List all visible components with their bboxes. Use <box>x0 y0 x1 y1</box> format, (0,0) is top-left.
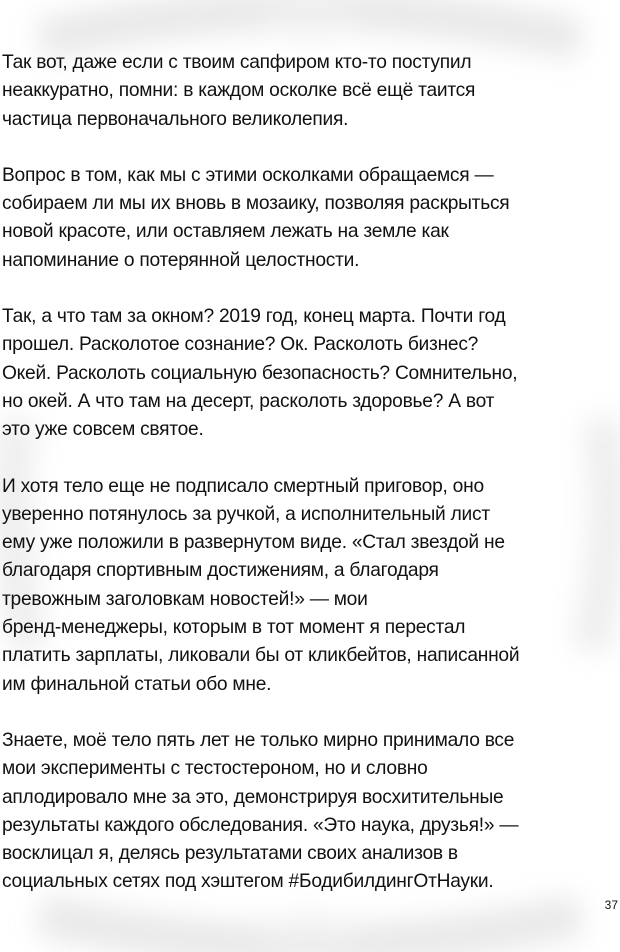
paragraph-body-verdict: И хотя тело еще не подписало смертный приговор, оно уверенно потянулось за ручкой, а исполнительный лист ему уже положили в развернутом виде. «Стал звездой не благодаря спортивным достижениям, а благодаря тревожным заголовкам новостей!» — мои бренд-менеджеры, которым в тот момент я перестал платить зарплаты, ликовали бы от кликбейтов, написанной им финальной статьи обо мне. <box>2 475 520 695</box>
paragraph-2019: Так, а что там за окном? 2019 год, конец марта. Почти год прошел. Расколотое сознание? Ок. Расколоть бизнес? Окей. Расколоть социальную безопасность? Сомнительно, но окей. А что там на десерт, расколоть здоровье? А вот это уже совсем святое. <box>2 306 518 441</box>
paragraph-testosterone: Знаете, моё тело пять лет не только мирно принимало все мои эксперименты с тестостероном, но и словно аплодировало мне за это, демонстрируя восхитительные результаты каждого обследования. «Это наука, друзья!» — восклицал я, делясь результатами своих анализов в социальных сетях под хэштегом #БодибилдингОтНауки. <box>2 729 519 893</box>
paragraph-fragments: Вопрос в том, как мы с этими осколками обращаемся — собираем ли мы их вновь в мозаику, позволяя раскрыться новой красоте, или оставляем лежать на земле как напоминание о потерянной целостности. <box>2 164 510 271</box>
paragraph-sapphire: Так вот, даже если с твоим сапфиром кто-то поступил неаккуратно, помни: в каждом осколке всё ещё таится частица первоначального великолепия. <box>2 52 476 130</box>
page-number: 37 <box>604 898 618 912</box>
